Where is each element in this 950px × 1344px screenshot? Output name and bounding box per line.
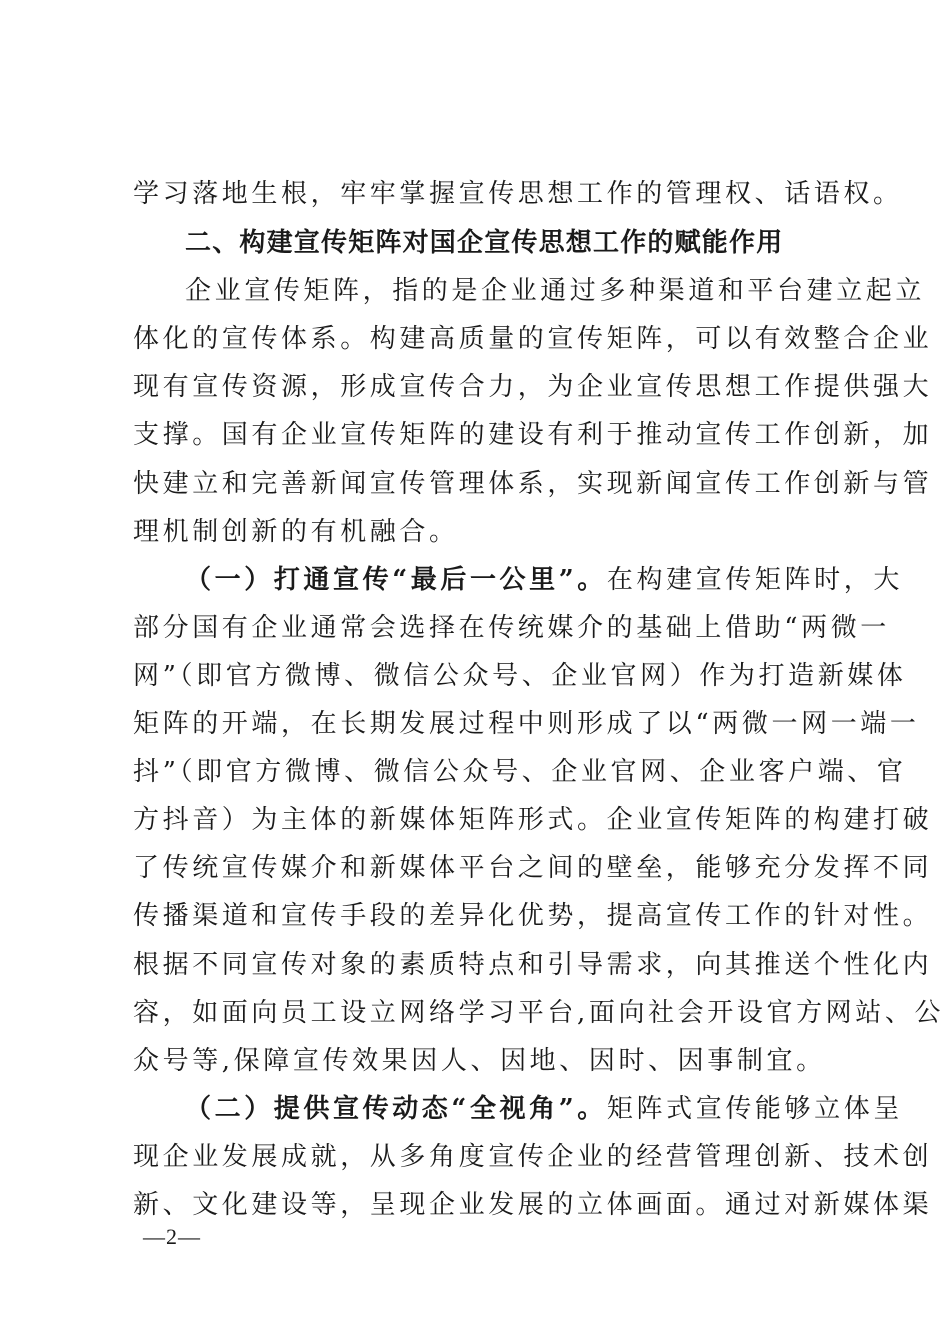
subsection-text: 矩阵式宣传能够立体呈: [606, 1094, 903, 1124]
paragraph-line: 网”（即官方微博、微信公众号、企业官网）作为打造新媒体: [133, 661, 907, 691]
paragraph-line: 现企业发展成就，从多角度宣传企业的经营管理创新、技术创: [133, 1142, 933, 1172]
paragraph-line: 理机制创新的有机融合。: [133, 517, 459, 547]
paragraph-line: 现有宣传资源，形成宣传合力，为企业宣传思想工作提供强大: [133, 372, 933, 402]
paragraph-line: 快建立和完善新闻宣传管理体系，实现新闻宣传工作创新与管: [133, 469, 933, 499]
paragraph-line: 传播渠道和宣传手段的差异化优势，提高宣传工作的针对性。: [133, 901, 933, 931]
paragraph-line: 方抖音）为主体的新媒体矩阵形式。企业宣传矩阵的构建打破: [133, 805, 933, 835]
paragraph-line: 部分国有企业通常会选择在传统媒介的基础上借助“两微一: [133, 613, 890, 643]
paragraph-line: 了传统宣传媒介和新媒体平台之间的壁垒，能够充分发挥不同: [133, 853, 933, 883]
page-number: —2—: [143, 1224, 201, 1249]
paragraph-line: 容，如面向员工设立网络学习平台,面向社会开设官方网站、公: [133, 998, 945, 1028]
section-heading: 二、构建宣传矩阵对国企宣传思想工作的赋能作用: [185, 228, 784, 258]
subsection-text: 在构建宣传矩阵时，大: [606, 565, 903, 595]
paragraph-line: 根据不同宣传对象的素质特点和引导需求，向其推送个性化内: [133, 950, 933, 980]
paragraph-line: 新、文化建设等，呈现企业发展的立体画面。通过对新媒体渠: [133, 1190, 933, 1220]
subsection-first-line: [185, 1089, 903, 1129]
paragraph-line: 体化的宣传体系。构建高质量的宣传矩阵，可以有效整合企业: [133, 324, 933, 354]
paragraph-line: 众号等,保障宣传效果因人、因地、因时、因事制宜。: [133, 1046, 826, 1076]
paragraph-line: 矩阵的开端，在长期发展过程中则形成了以“两微一网一端一: [133, 709, 920, 739]
subsection-title: （一）打通宣传“最后一公里”。: [185, 565, 607, 595]
paragraph-line: 企业宣传矩阵，指的是企业通过多种渠道和平台建立起立: [185, 276, 926, 306]
paragraph-line: 支撑。国有企业宣传矩阵的建设有利于推动宣传工作创新，加: [133, 420, 933, 450]
paragraph-line: 学习落地生根，牢牢掌握宣传思想工作的管理权、话语权。: [133, 179, 903, 209]
paragraph-line: 抖”（即官方微博、微信公众号、企业官网、企业客户端、官: [133, 757, 907, 787]
subsection-title: （二）提供宣传动态“全视角”。: [185, 1094, 607, 1124]
subsection-first-line: [185, 560, 903, 600]
